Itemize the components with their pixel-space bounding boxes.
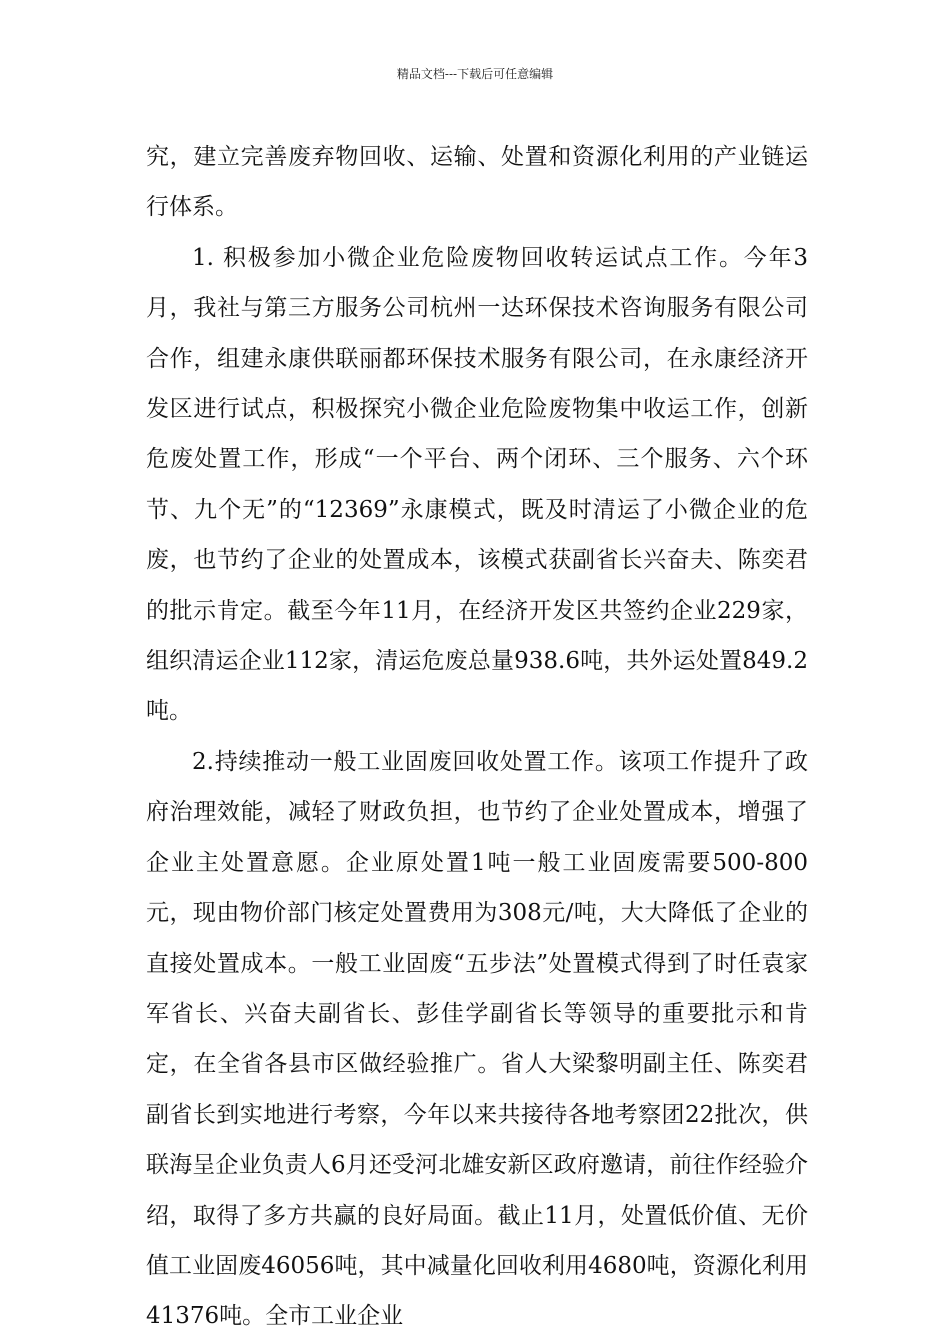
document-body <box>146 132 808 1342</box>
paragraph-item-2: 2.持续推动一般工业固废回收处置工作。该项工作提升了政府治理效能，减轻了财政负担，也节约了企业处置成本，增强了企业主处置意愿。企业原处置1吨一般工业固废需要500-800元，现由物价部门核定处置费用为308元/吨，大大降低了企业的直接处置成本。一般工业固废“五步法”处置模式得到了时任袁家军省长、兴奋夫副省长、彭佳学副省长等领导的重要批示和肯定，在全省各县市区做经验推广。省人大梁黎明副主任、陈奕君副省长到实地进行考察，今年以来共接待各地考察团22批次，供联海呈企业负责人6月还受河北雄安新区政府邀请，前往作经验介绍，取得了多方共赢的良好局面。截止11月，处置低价值、无价值工业固废46056吨，其中减量化回收利用4680吨，资源化利用41376吨。全市工业企业 <box>146 748 808 1330</box>
page-header: 精品文档---下载后可任意编辑 <box>396 67 554 81</box>
paragraph-continuation: 究，建立完善废弃物回收、运输、处置和资源化利用的产业链运行体系。 <box>146 144 808 221</box>
paragraph-item-1: 1. 积极参加小微企业危险废物回收转运试点工作。今年3月，我社与第三方服务公司杭州一达环保技术咨询服务有限公司合作，组建永康供联丽都环保技术服务有限公司，在永康经济开发区进行试点，积极探究小微企业危险废物集中收运工作，创新危废处置工作，形成“一个平台、两个闭环、三个服务、六个环节、九个无”的“12369”永康模式，既及时清运了小微企业的危废，也节约了企业的处置成本，该模式获副省长兴奋夫、陈奕君的批示肯定。截至今年11月，在经济开发区共签约企业229家，组织清运企业112家，清运危废总量938.6吨，共外运处置849.2吨。 <box>146 244 808 725</box>
